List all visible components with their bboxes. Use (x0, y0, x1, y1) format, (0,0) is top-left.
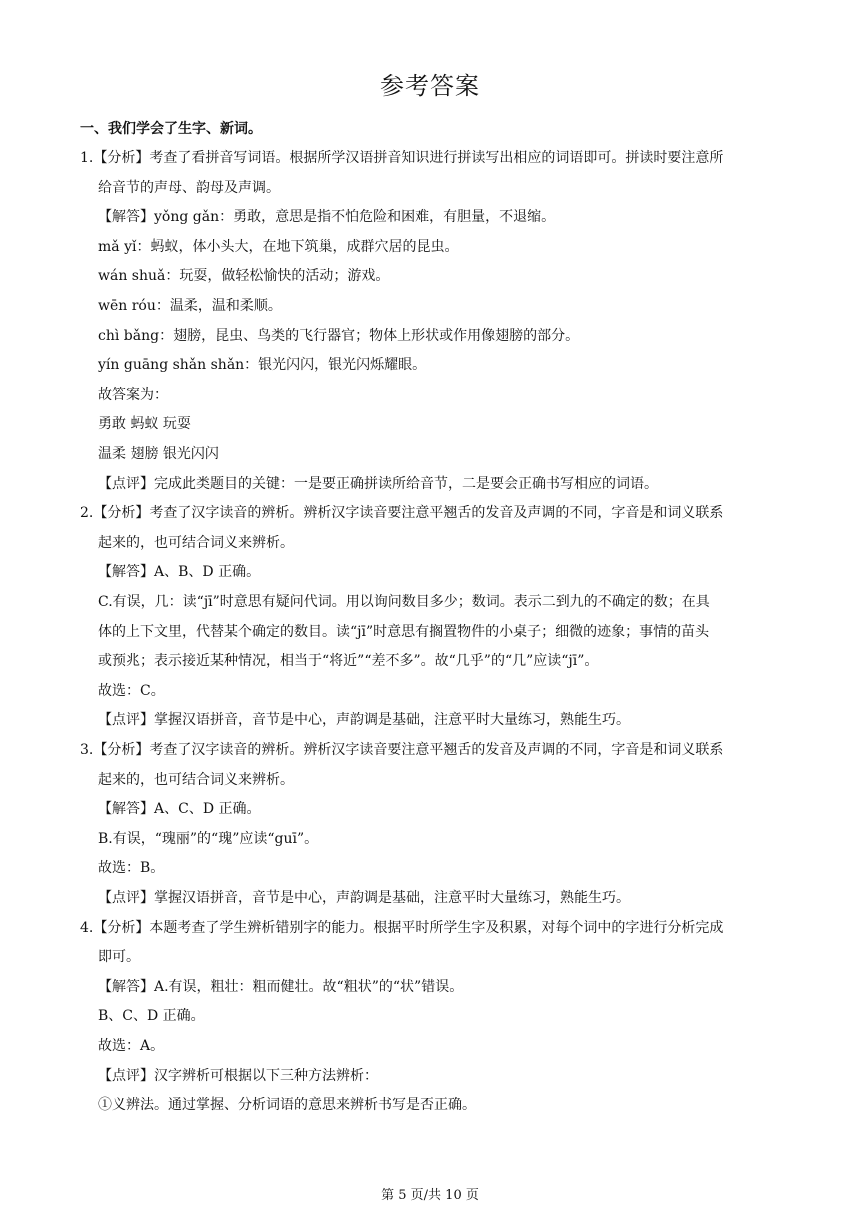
answer-line: 【点评】掌握汉语拼音，音节是中心，声韵调是基础，注意平时大量练习，熟能生巧。 (98, 890, 630, 906)
answer-line: 体的上下文里，代替某个确定的数目。读“jī”时意思有搁置物件的小桌子；细微的迹象；事情的苗头 (98, 624, 710, 640)
page-footer: 第 5 页/共 10 页 (381, 1188, 479, 1203)
answer-line: chì bǎng：翅膀，昆虫、鸟类的飞行器官；物体上形状或作用像翅膀的部分。 (98, 328, 580, 344)
answer-line: wán shuǎ：玩耍，做轻松愉快的活动；游戏。 (98, 268, 390, 284)
answer-line: 勇敢 蚂蚁 玩耍 (98, 416, 191, 432)
answer-line: 温柔 翅膀 银光闪闪 (98, 446, 219, 462)
answer-line: 3.【分析】考查了汉字读音的辨析。辨析汉字读音要注意平翘舌的发音及声调的不同，字音是和词义联系 (80, 742, 724, 758)
answer-line: 【解答】A.有误，粗壮：粗而健壮。故“粗状”的“状”错误。 (98, 979, 464, 995)
answer-line: yín guāng shǎn shǎn：银光闪闪，银光闪烁耀眼。 (98, 357, 427, 373)
answer-line: 起来的，也可结合词义来辨析。 (98, 535, 294, 551)
answer-line: 故选：B。 (98, 860, 165, 876)
answer-line: B、C、D 正确。 (98, 1008, 205, 1024)
answer-line: 给音节的声母、韵母及声调。 (98, 180, 280, 196)
answer-line: 故选：A。 (98, 1038, 165, 1054)
answer-line: 起来的，也可结合词义来辨析。 (98, 772, 294, 788)
answer-line: 【解答】A、B、D 正确。 (98, 564, 261, 580)
answer-line: B.有误，“瑰丽”的“瑰”应读“guī”。 (98, 831, 319, 847)
answer-line: 【解答】yǒng gǎn：勇敢，意思是指不怕危险和困难，有胆量，不退缩。 (98, 209, 556, 225)
answer-line: mǎ yǐ：蚂蚁，体小头大，在地下筑巢，成群穴居的昆虫。 (98, 239, 459, 255)
answer-line: 或预兆；表示接近某种情况，相当于“将近”“差不多”。故“几乎”的“几”应读“jī”。 (98, 653, 599, 669)
answer-line: 4.【分析】本题考查了学生辨析错别字的能力。根据平时所学生字及积累，对每个词中的字进行分析完成 (80, 920, 724, 936)
answer-line: 【点评】汉字辨析可根据以下三种方法辨析： (98, 1068, 378, 1084)
answer-line: 故答案为： (98, 387, 168, 403)
answer-line: C.有误，几：读“jī”时意思有疑问代词。用以询问数目多少；数词。表示二到九的不确定的数；在具 (98, 594, 710, 610)
section-heading: 一、我们学会了生字、新词。 (80, 121, 262, 137)
page-title: 参考答案 (380, 72, 480, 100)
answer-line: 2.【分析】考查了汉字读音的辨析。辨析汉字读音要注意平翘舌的发音及声调的不同，字音是和词义联系 (80, 505, 724, 521)
answer-line: 【点评】完成此类题目的关键：一是要正确拼读所给音节，二是要会正确书写相应的词语。 (98, 476, 658, 492)
answer-line: 1.【分析】考查了看拼音写词语。根据所学汉语拼音知识进行拼读写出相应的词语即可。拼读时要注意所 (80, 150, 724, 166)
answer-line: 【解答】A、C、D 正确。 (98, 801, 261, 817)
answer-line: ①义辨法。通过掌握、分析词语的意思来辨析书写是否正确。 (98, 1097, 476, 1113)
answer-line: wēn róu：温柔，温和柔顺。 (98, 298, 282, 314)
answer-line: 故选：C。 (98, 683, 165, 699)
answer-line: 即可。 (98, 949, 140, 965)
answer-line: 【点评】掌握汉语拼音，音节是中心，声韵调是基础，注意平时大量练习，熟能生巧。 (98, 712, 630, 728)
